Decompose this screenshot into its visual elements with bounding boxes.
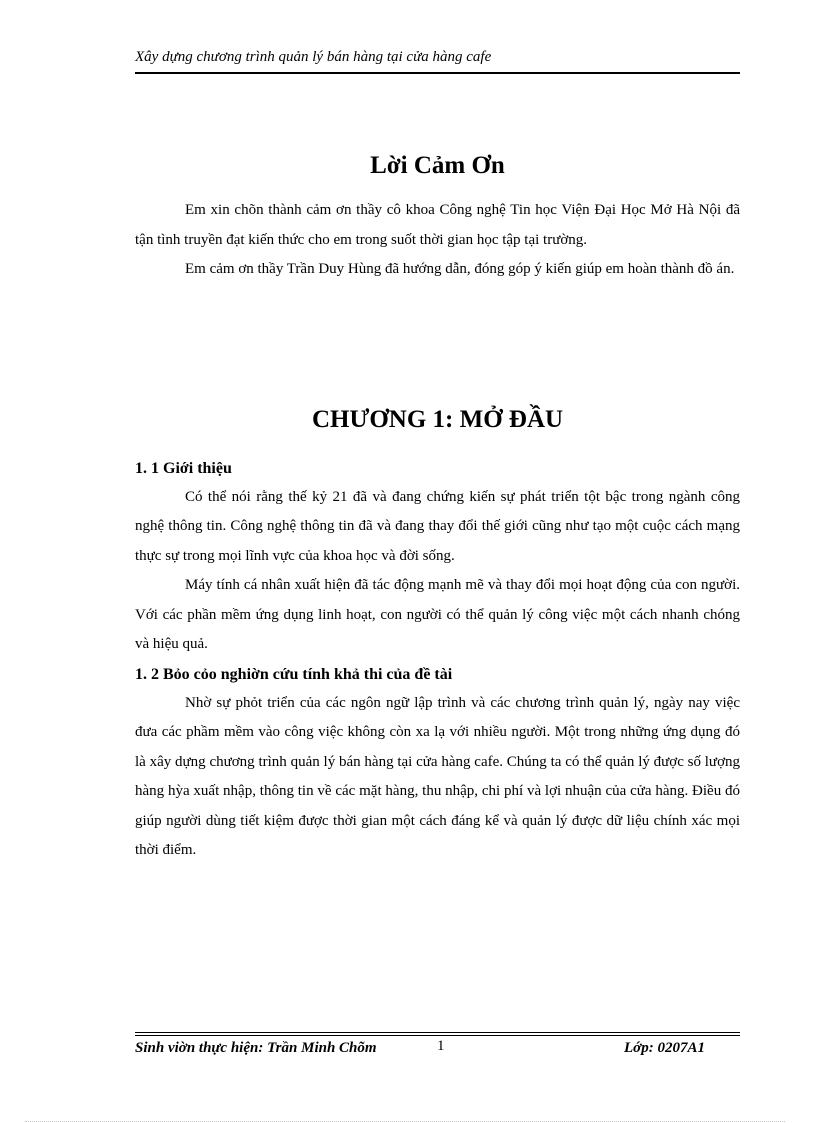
footer-student: Sinh viờn thực hiện: Trần Minh Chõm bbox=[135, 1040, 377, 1056]
footer-divider bbox=[135, 1035, 740, 1036]
page-body bbox=[135, 140, 740, 866]
header-divider bbox=[135, 72, 740, 74]
section-paragraph: Máy tính cá nhân xuất hiện đã tác động mạnh mẽ và thay đổi mọi hoạt động của con người. Với các phần mềm ứng dụng linh hoạt, con người có thể quản lý công việc một cách nhanh chóng và hiệu quả. bbox=[135, 577, 740, 652]
acknowledgement-title: Lời Cảm Ơn bbox=[370, 152, 505, 179]
chapter-title: CHƯƠNG 1: MỞ ĐẦU bbox=[311, 405, 564, 433]
acknowledgement-paragraph: Em xin chõn thành cảm ơn thầy cô khoa Công nghệ Tin học Viện Đại Học Mở Hà Nội đã tận tình truyền đạt kiến thức cho em trong suốt thời gian học tập tại trường. bbox=[135, 202, 740, 248]
page-number: 1 bbox=[437, 1038, 445, 1054]
footer-divider bbox=[135, 1032, 740, 1033]
section-paragraph: Nhờ sự phỏt triển của các ngôn ngữ lập trình và các chương trình quản lý, ngày nay việc đưa các phầm mềm vào công việc không còn xa lạ với nhiều người. Một trong những ứng dụng đó là xây dựng chương trình quản lý bán hàng tại cửa hàng cafe. Chúng ta có thể quản lý được số lượng hàng hỳa xuất nhập, thông tin về các mặt hàng, thu nhập, chi phí và lợi nhuận của cửa hàng. Điều đó giúp người dùng tiết kiệm được thời gian một cách đáng kể và quản lý được dữ liệu chính xác mọi thời điểm. bbox=[135, 694, 740, 858]
section-paragraph: Có thể nói rằng thế kỷ 21 đã và đang chứng kiến sự phát triển tột bậc trong ngành công nghệ thông tin. Công nghệ thông tin đã và đang thay đổi thế giới cũng như tạo một cuộc cách mạng thực sự trong mọi lĩnh vực của khoa học và đời sống. bbox=[135, 488, 740, 564]
running-header: Xây dựng chương trình quản lý bán hàng tại cửa hàng cafe bbox=[135, 49, 492, 65]
page-edge bbox=[25, 1121, 785, 1122]
footer-class: Lớp: 0207A1 bbox=[624, 1040, 705, 1056]
section-heading-feasibility: 1. 2 Bỏo cỏo nghiờn cứu tính khả thi của đề tài bbox=[135, 665, 453, 683]
section-heading-intro: 1. 1 Giới thiệu bbox=[135, 459, 232, 477]
acknowledgement-paragraph: Em cảm ơn thầy Trần Duy Hùng đã hướng dẫn, đóng góp ý kiến giúp em hoàn thành đồ án. bbox=[185, 261, 735, 277]
